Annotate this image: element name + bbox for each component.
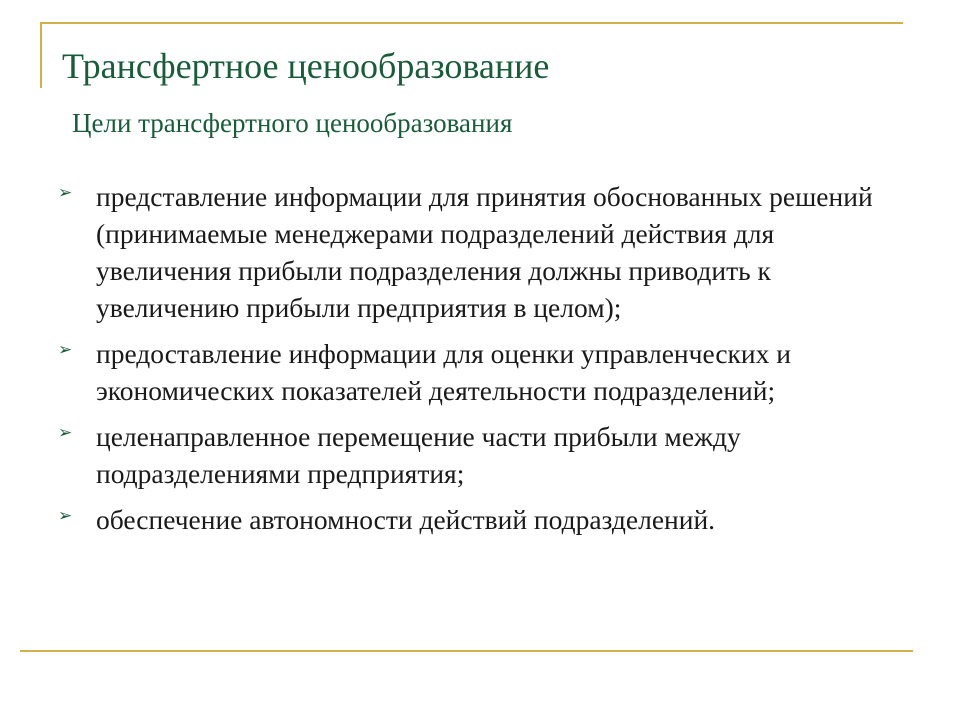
chevron-right-icon: ➢	[58, 183, 73, 203]
chevron-right-icon: ➢	[58, 423, 73, 443]
bullet-item	[56, 178, 906, 326]
left-divider	[40, 22, 42, 88]
bullet-item	[56, 501, 906, 538]
bullet-text: предоставление информации для оценки управленческих и экономических показателей деятельности подразделений;	[96, 338, 791, 406]
slide-title: Трансфертное ценообразование	[62, 46, 550, 86]
chevron-right-icon: ➢	[58, 340, 73, 360]
slide-subtitle: Цели трансфертного ценообразования	[72, 108, 513, 138]
chevron-right-icon: ➢	[58, 506, 73, 526]
bullet-item	[56, 418, 906, 492]
bullet-list	[56, 178, 906, 547]
bullet-text: представление информации для принятия обоснованных решений (принимаемые менеджерами подразделений действия для увеличения прибыли подразделения должны приводить к увеличению прибыли предприятия в целом);	[96, 181, 873, 323]
bullet-text: целенаправленное перемещение части прибыли между подразделениями предприятия;	[96, 421, 741, 489]
top-divider	[40, 22, 903, 24]
bottom-divider	[20, 650, 913, 652]
bullet-text: обеспечение автономности действий подразделений.	[96, 504, 716, 535]
bullet-item	[56, 335, 906, 409]
